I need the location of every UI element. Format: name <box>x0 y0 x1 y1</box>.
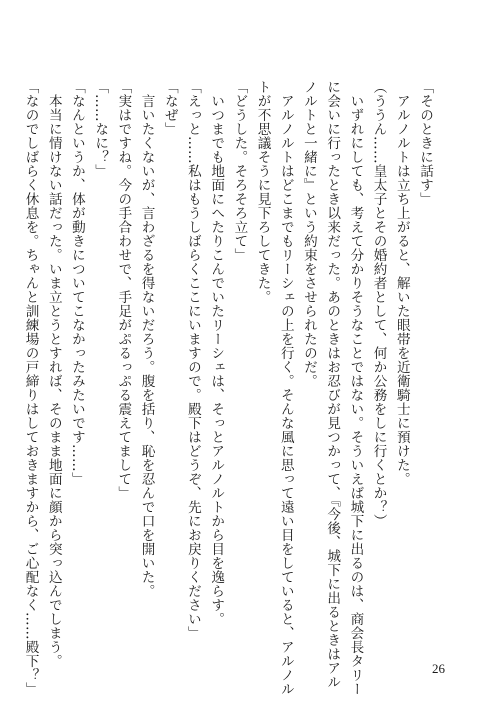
text-line: 「えっと……私はもうしばらくここにいますので。殿下はどうぞ、先にお戻りください」 <box>184 80 201 640</box>
text-line: に会いに行ったとき以来だった。あのときはお忍びが見つかって、『今後、城下に出るときはアル <box>324 80 341 690</box>
text-line: 「……なに？」 <box>92 80 109 178</box>
vertical-text-body <box>18 80 436 696</box>
text-line: トが不思議そうに見下ろしてきた。 <box>254 80 271 304</box>
text-line: いずれにしても、考えて分かりそうなことではない。そういえば城下に出るのは、商会長タリー <box>347 80 364 696</box>
page-number: 26 <box>432 661 445 676</box>
text-line: ノルトと一緒に』という約束をさせられたのだ。 <box>300 80 317 388</box>
text-line: 言いたくないが、言わざるを得ないだろう。腹を括り、恥を忍んで口を開いた。 <box>138 80 155 598</box>
text-line: 「どうした。そろそろ立て」 <box>231 80 248 262</box>
text-line: 「実はですね。今の手合わせで、手足がぷるっぷる震えてまして」 <box>115 80 132 500</box>
text-line: 「そのときに話す」 <box>417 80 433 206</box>
text-line: （ううん……皇太子とその婚約者として、何か公務をしに行くとか？） <box>370 80 387 528</box>
text-line: いつまでも地面にへたりこんでいたリーシェは、そっとアルノルトから目を逸らす。 <box>208 80 225 626</box>
text-line: 「なんというか、体が動きについてこなかったみたいです……」 <box>68 80 85 486</box>
text-line: 「なのでしばらく休息を。ちゃんと訓練場の戸締りはしておきますから、ご心配なく……殿下？」 <box>22 80 39 696</box>
text-line: アルノルトはどこまでもリーシェの上を行く。そんな風に思って遠い目をしていると、アルノル <box>277 80 294 696</box>
text-line: 本当に情けない話だった。いま立とうとすれば、そのまま地面に顔から突っ込んでしまう。 <box>45 80 62 668</box>
text-line: アルノルトは立ち上がると、解いた眼帯を近衛騎士に預けた。 <box>393 80 410 486</box>
text-line: 「なぜ」 <box>161 80 178 136</box>
